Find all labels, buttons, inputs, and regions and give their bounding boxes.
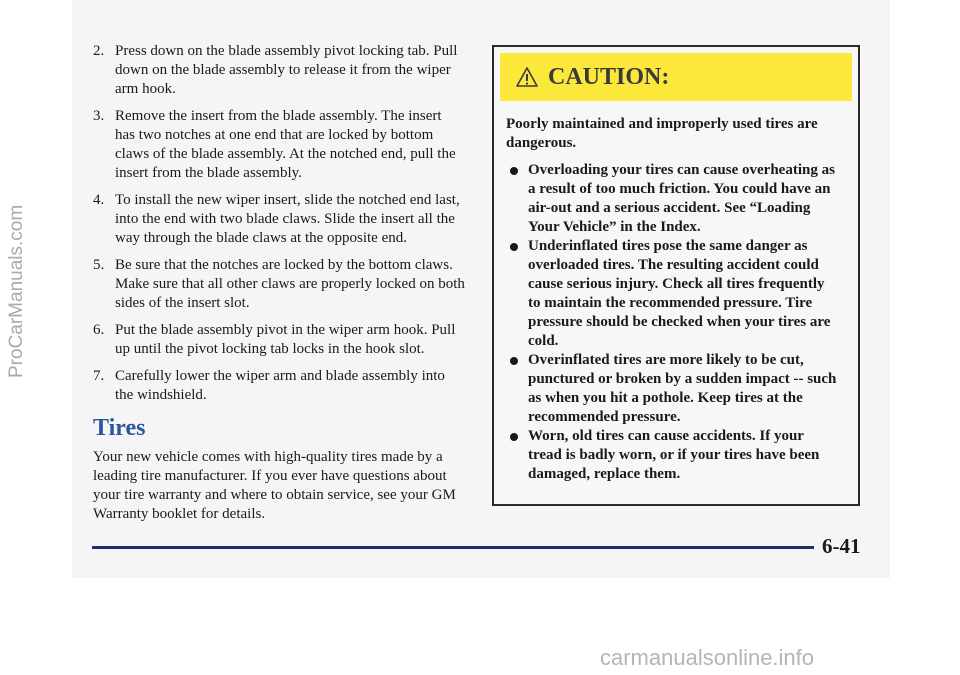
- watermark-bottom: carmanualsonline.info: [600, 645, 815, 670]
- step-number: 5.: [93, 257, 105, 273]
- tires-paragraph: Your new vehicle comes with high-quality tires made by a leading tire manufacturer. If you ever have questions about your tire warranty and where to obtain service, see your GM Warranty booklet for details.: [93, 449, 456, 522]
- step-text: To install the new wiper insert, slide the notched end last, into the end with two blade claws. Slide the insert all the way through the blade claws at the opposite end.: [115, 192, 460, 246]
- step-text: Remove the insert from the blade assembly. The insert has two notches at one end that are locked by bottom claws of the blade assembly. At the notched end, pull the insert from the blade assembly.: [115, 108, 456, 181]
- step-number: 7.: [93, 368, 105, 384]
- step-item: [93, 191, 465, 248]
- caution-bullet-text: Worn, old tires can cause accidents. If your tread is badly worn, or if your tires have been damaged, replace them.: [528, 428, 820, 482]
- step-item: [93, 321, 465, 359]
- page-number: 6-41: [822, 534, 861, 558]
- caution-bullet-text: Overinflated tires are more likely to be cut, punctured or broken by a sudden impact -- such as when you hit a pothole. Keep tires at the recommended pressure.: [528, 352, 837, 425]
- bullet-dot-icon: [510, 357, 518, 365]
- step-text: Carefully lower the wiper arm and blade assembly into the windshield.: [115, 368, 445, 403]
- caution-intro: Poorly maintained and improperly used tires are dangerous.: [506, 116, 818, 151]
- step-number: 2.: [93, 43, 105, 59]
- warning-triangle-icon: [516, 67, 538, 87]
- section-title-tires: Tires: [93, 415, 146, 441]
- step-item: [93, 256, 465, 313]
- step-item: [93, 42, 465, 99]
- left-column: [93, 42, 465, 524]
- step-text: Put the blade assembly pivot in the wiper arm hook. Pull up until the pivot locking tab locks in the hook slot.: [115, 322, 456, 357]
- step-item: [93, 107, 465, 183]
- caution-bullet: [506, 161, 838, 237]
- bullet-dot-icon: [510, 243, 518, 251]
- caution-bullet: [506, 427, 838, 484]
- step-number: 6.: [93, 322, 105, 338]
- step-text: Be sure that the notches are locked by the bottom claws. Make sure that all other claws are properly locked on both sides of the insert slot.: [115, 257, 465, 311]
- step-number: 4.: [93, 192, 105, 208]
- caution-bullet: [506, 237, 838, 351]
- bullet-dot-icon: [510, 433, 518, 441]
- step-number: 3.: [93, 108, 105, 124]
- watermark-side: ProCarManuals.com: [6, 204, 27, 378]
- step-item: [93, 367, 465, 405]
- caution-title: CAUTION:: [548, 63, 670, 90]
- caution-bullet: [506, 351, 838, 427]
- caution-bullet-text: Overloading your tires can cause overheating as a result of too much friction. You could have an air-out and a serious accident. See “Loading Your Vehicle” in the Index.: [528, 162, 835, 235]
- step-text: Press down on the blade assembly pivot locking tab. Pull down on the blade assembly to release it from the wiper arm hook.: [115, 43, 458, 97]
- footer-rule: [92, 546, 814, 549]
- caution-box: [492, 45, 860, 506]
- caution-header: [500, 53, 852, 101]
- bullet-dot-icon: [510, 167, 518, 175]
- caution-body: [494, 107, 858, 484]
- caution-bullet-text: Underinflated tires pose the same danger as overloaded tires. The resulting accident could cause serious injury. Check all tires frequently to maintain the recommended pressure. Tire pressure should be checked when your tires are cold.: [528, 238, 831, 349]
